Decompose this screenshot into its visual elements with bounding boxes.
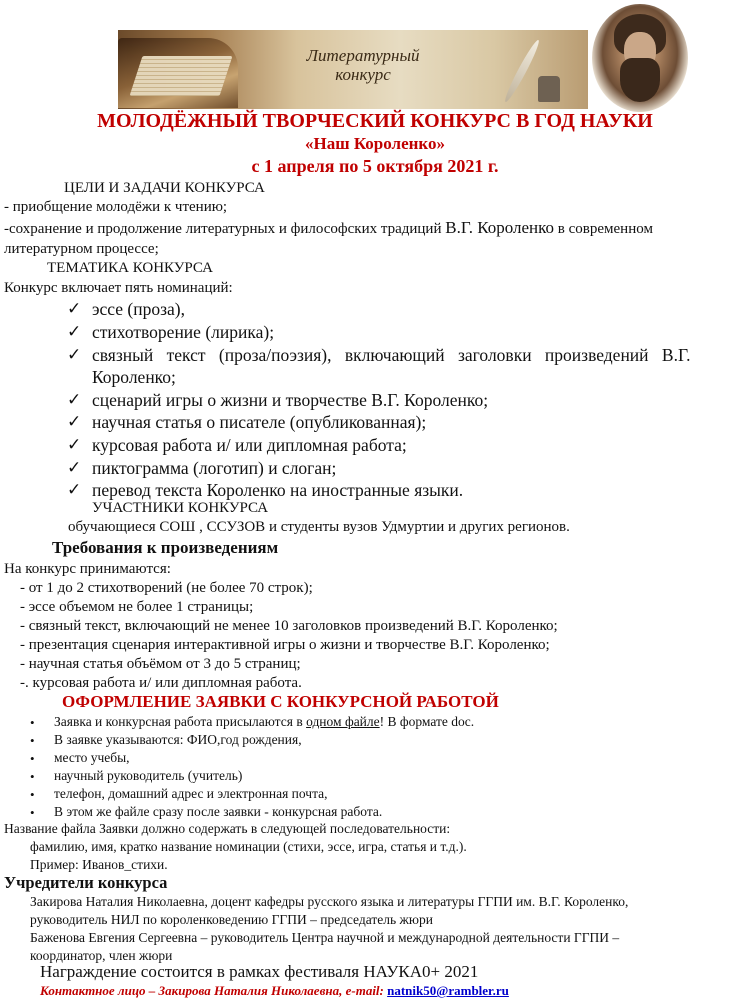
requirement-item: - от 1 до 2 стихотворений (не более 70 строк); xyxy=(20,580,313,596)
goals-item-2-cont: литературном процессе; xyxy=(4,241,159,257)
application-item: место учебы, xyxy=(54,750,130,765)
check-icon: ✓ xyxy=(67,435,82,454)
requirement-item: - научная статья объёмом от 3 до 5 страниц; xyxy=(20,656,301,672)
theme-item: научная статья о писателе (опубликованная); xyxy=(92,412,427,432)
contest-banner-image xyxy=(118,30,588,109)
banner-caption-line2: конкурс xyxy=(335,65,391,84)
contact-line: Контактное лицо – Закирова Наталия Николаевна, e-mail: natnik50@rambler.ru xyxy=(40,983,509,998)
bullet-icon: • xyxy=(30,769,35,784)
participants-text: обучающиеся СОШ , ССУЗОВ и студенты вузов Удмуртии и других регионов. xyxy=(68,519,570,535)
page-title: МОЛОДЁЖНЫЙ ТВОРЧЕСКИЙ КОНКУРС В ГОД НАУКИ xyxy=(97,110,653,132)
application-heading: ОФОРМЛЕНИЕ ЗАЯВКИ С КОНКУРСНОЙ РАБОТОЙ xyxy=(62,692,499,711)
bullet-icon: • xyxy=(30,715,35,730)
filename-example: Пример: Иванов_стихи. xyxy=(30,857,168,872)
application-item: В этом же файле сразу после заявки - конкурсная работа. xyxy=(54,804,383,819)
themes-intro: Конкурс включает пять номинаций: xyxy=(4,280,233,296)
award-announcement: Награждение состоится в рамках фестиваля НАУКА0+ 2021 xyxy=(40,962,479,981)
requirement-item: - связный текст, включающий не менее 10 заголовков произведений В.Г. Короленко; xyxy=(20,618,558,634)
theme-item: перевод текста Короленко на иностранные языки. xyxy=(92,480,464,500)
check-icon: ✓ xyxy=(67,299,82,318)
banner-caption-line1: Литературный xyxy=(306,46,420,65)
application-item: В заявке указываются: ФИО,год рождения, xyxy=(54,732,302,747)
application-item: Заявка и конкурсная работа присылаются в одном файле! В формате doc. xyxy=(54,714,475,729)
check-icon: ✓ xyxy=(67,322,82,341)
founder-line: Закирова Наталия Николаевна, доцент кафедры русского языка и литературы ГГПИ им. В.Г. Короленко, xyxy=(30,894,629,909)
check-icon: ✓ xyxy=(67,345,82,364)
bullet-icon: • xyxy=(30,733,35,748)
bullet-icon: • xyxy=(30,805,35,820)
theme-item: сценарий игры о жизни и творчестве В.Г. Короленко; xyxy=(92,390,489,410)
goals-heading: ЦЕЛИ И ЗАДАЧИ КОНКУРСА xyxy=(64,180,265,196)
korolenko-portrait xyxy=(592,4,688,112)
inkwell-picture xyxy=(538,76,560,102)
contact-email-link[interactable]: natnik50@rambler.ru xyxy=(387,983,509,998)
check-icon: ✓ xyxy=(67,480,82,499)
participants-heading: УЧАСТНИКИ КОНКУРСА xyxy=(92,500,269,516)
theme-item: стихотворение (лирика); xyxy=(92,322,275,342)
goals-item-1: - приобщение молодёжи к чтению; xyxy=(4,199,228,215)
contest-dates: с 1 апреля по 5 октября 2021 г. xyxy=(251,156,499,176)
requirement-item: - презентация сценария интерактивной игры о жизни и творчестве В.Г. Короленко; xyxy=(20,637,550,653)
theme-item: пиктограмма (логотип) и слоган; xyxy=(92,458,337,478)
filename-format: фамилию, имя, кратко название номинации (стихи, эссе, игра, статья и т.д.). xyxy=(30,839,467,854)
requirement-item: -. курсовая работа и/ или дипломная работа. xyxy=(20,675,302,691)
requirements-intro: На конкурс принимаются: xyxy=(4,561,171,577)
requirement-item: - эссе объемом не более 1 страницы; xyxy=(20,599,254,615)
founder-line: координатор, член жюри xyxy=(30,948,173,963)
founder-line: руководитель НИЛ по короленковедению ГГПИ – председатель жюри xyxy=(30,912,433,927)
old-book-picture xyxy=(118,38,238,108)
filename-intro: Название файла Заявки должно содержать в следующей последовательности: xyxy=(4,821,451,836)
founders-heading: Учредители конкурса xyxy=(4,873,168,892)
theme-item: связный текст (проза/поэзия), включающий заголовки произведений В.Г. xyxy=(92,345,691,365)
theme-item: эссе (проза), xyxy=(92,299,185,319)
bullet-icon: • xyxy=(30,751,35,766)
banner-caption xyxy=(298,46,428,84)
application-item: телефон, домашний адрес и электронная почта, xyxy=(54,786,328,801)
quill-feather-picture xyxy=(502,38,542,104)
theme-item-cont: Короленко; xyxy=(92,367,176,387)
contest-subtitle: «Наш Короленко» xyxy=(305,134,445,153)
founder-line: Баженова Евгения Сергеевна – руководитель Центра научной и международной деятельности ГГПИ – xyxy=(30,930,620,945)
themes-heading: ТЕМАТИКА КОНКУРСА xyxy=(47,260,213,276)
check-icon: ✓ xyxy=(67,412,82,431)
theme-item: курсовая работа и/ или дипломная работа; xyxy=(92,435,407,455)
application-item: научный руководитель (учитель) xyxy=(54,768,243,783)
requirements-heading: Требования к произведениям xyxy=(52,538,279,557)
bullet-icon: • xyxy=(30,787,35,802)
goals-item-2: -сохранение и продолжение литературных и философских традиций В.Г. Короленко в современном xyxy=(4,218,653,237)
check-icon: ✓ xyxy=(67,390,82,409)
check-icon: ✓ xyxy=(67,458,82,477)
